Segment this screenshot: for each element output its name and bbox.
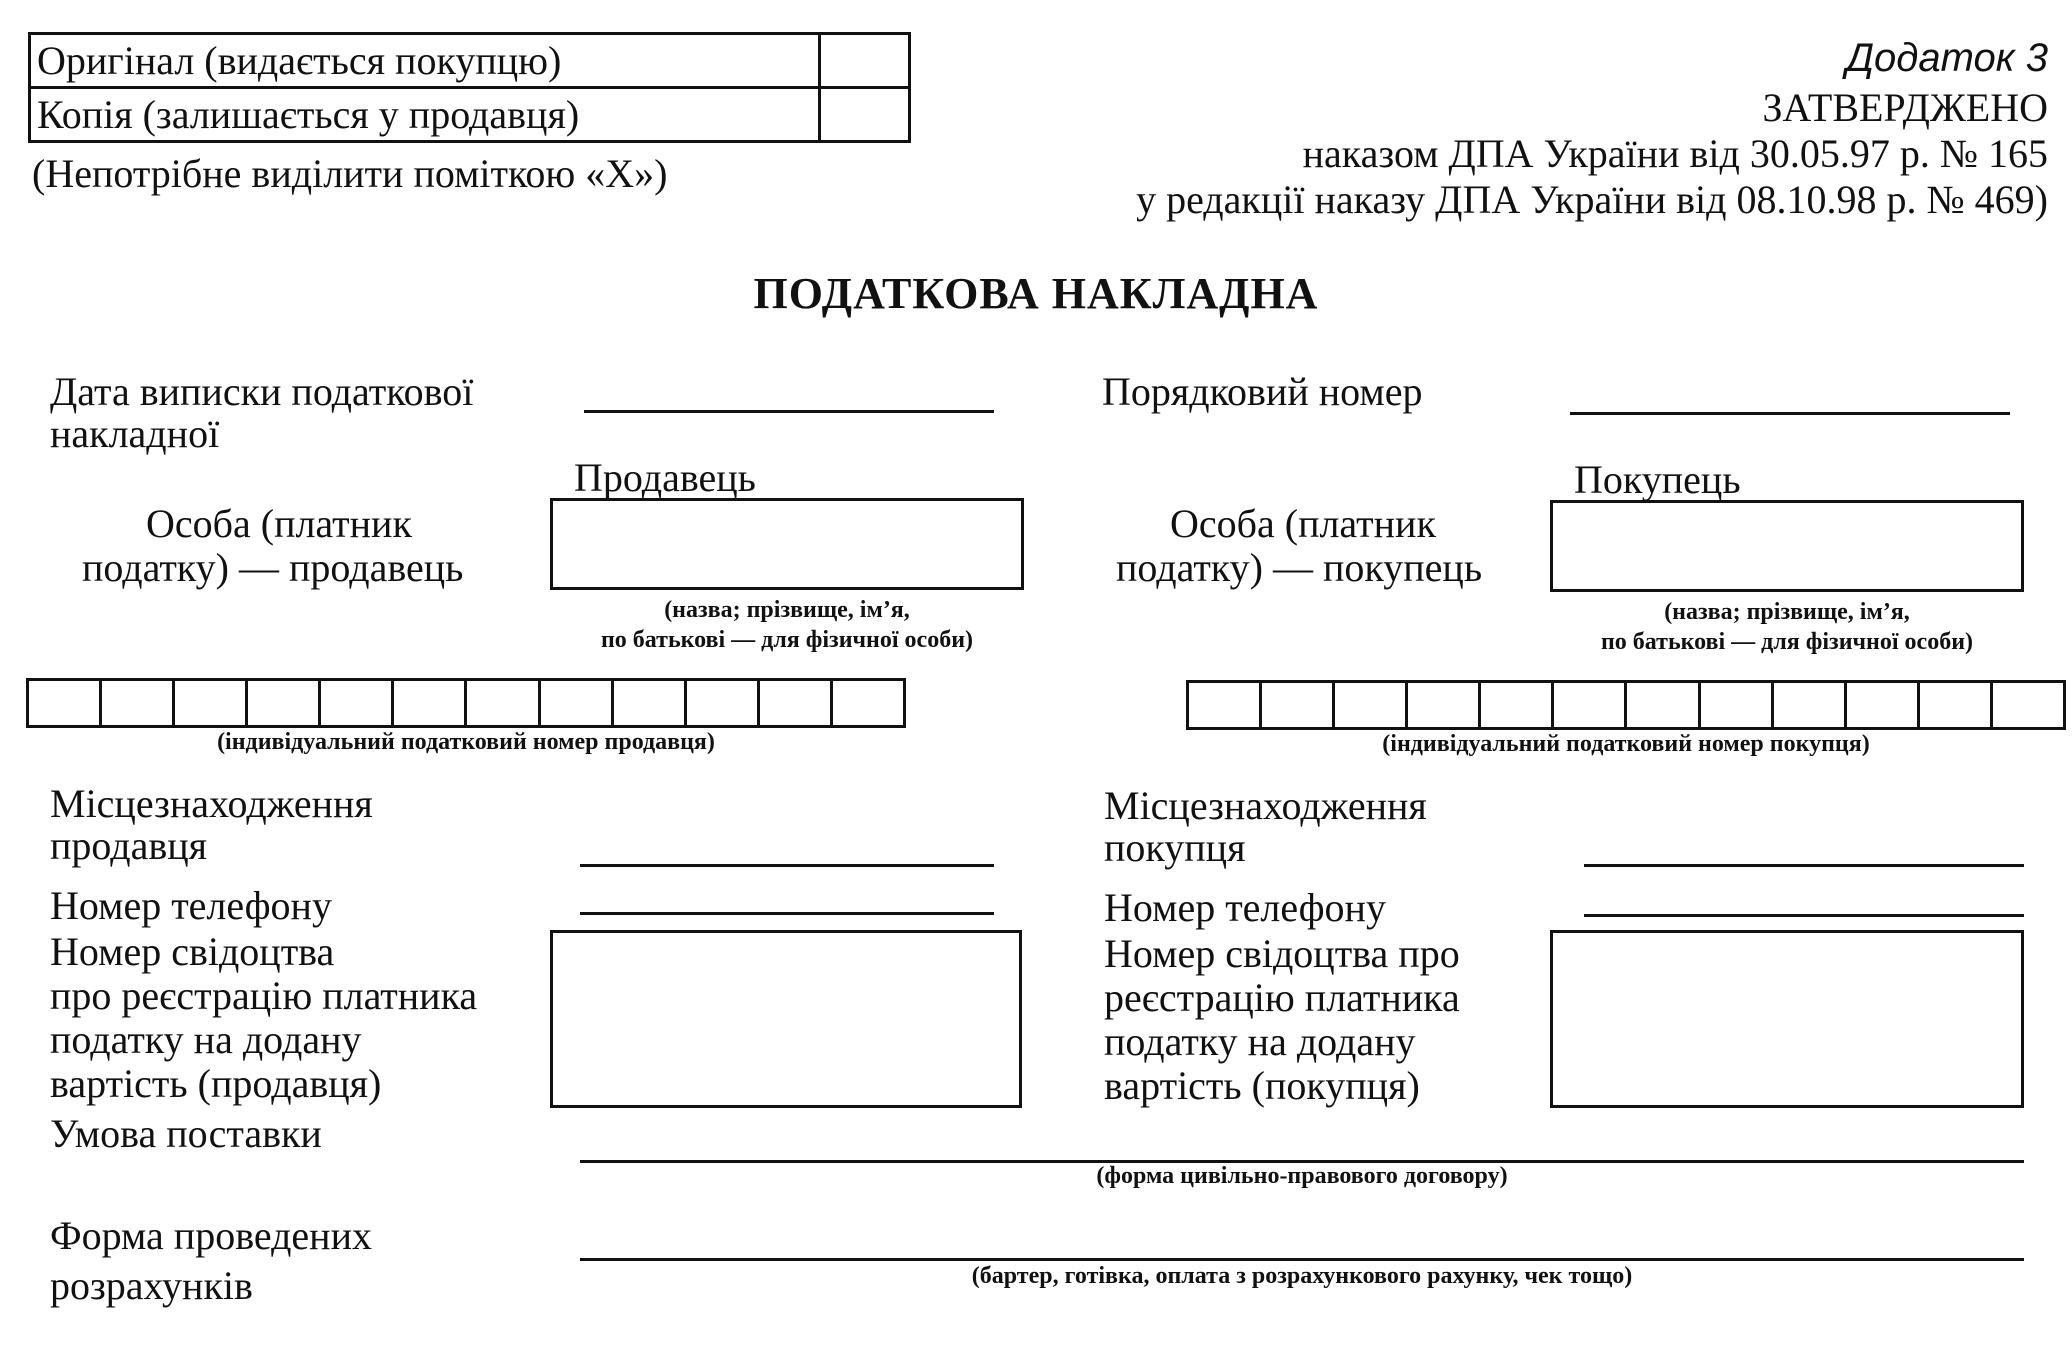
seller-location-label-2: продавця <box>50 823 208 868</box>
seller-heading: Продавець <box>574 455 756 500</box>
approved-label: ЗАТВЕРДЖЕНО <box>1762 85 2048 130</box>
seller-phone-label: Номер телефону <box>50 883 332 928</box>
payment-form-hint: (бартер, готівка, оплата з розрахункового рахунку, чек тощо) <box>971 1263 1633 1289</box>
buyer-person-label-2: податку) — покупець <box>1116 545 1483 590</box>
seller-name-hint-1: (назва; прізвище, ім’я, <box>664 597 910 623</box>
buyer-tax-number-cells[interactable] <box>1186 680 2066 730</box>
approval-order: наказом ДПА України від 30.05.97 р. № 165 <box>1302 131 2048 176</box>
payment-form-label-1: Форма проведених <box>50 1213 372 1258</box>
seller-cert-label-4: вартість (продавця) <box>50 1061 382 1106</box>
seller-cert-value <box>553 933 1019 945</box>
copy-type-mark-copy[interactable] <box>820 88 910 142</box>
copy-type-label-copy: Копія (залишається у продавця) <box>30 88 820 142</box>
seller-name-hint-2: по батькові — для фізичної особи) <box>600 627 974 653</box>
buyer-location-field[interactable] <box>1584 864 2024 867</box>
payment-form-field[interactable] <box>580 1258 2024 1261</box>
buyer-phone-field[interactable] <box>1584 914 2024 917</box>
seller-location-field[interactable] <box>580 864 994 867</box>
buyer-cert-field[interactable] <box>1550 930 2024 1108</box>
buyer-phone-label: Номер телефону <box>1104 885 1386 930</box>
seller-person-label-2: податку) — продавець <box>82 545 464 590</box>
buyer-tax-number-hint: (індивідуальний податковий номер покупця) <box>1382 731 1870 757</box>
seller-person-label-1: Особа (платник <box>146 501 412 546</box>
appendix-label: Додаток 3 <box>1845 36 2048 80</box>
buyer-heading: Покупець <box>1574 457 1741 502</box>
serial-number-field[interactable] <box>1570 412 2010 415</box>
copy-type-row-original <box>30 34 910 88</box>
seller-tax-number-hint: (індивідуальний податковий номер продавця) <box>217 729 715 755</box>
date-label-line-1: Дата виписки податкової <box>50 369 474 414</box>
buyer-cert-value <box>1553 933 2021 945</box>
delivery-terms-hint: (форма цивільно-правового договору) <box>1096 1163 1508 1189</box>
seller-tax-number-cells[interactable] <box>26 678 906 728</box>
copy-type-label-original: Оригінал (видається покупцю) <box>30 34 820 88</box>
seller-cert-label-3: податку на додану <box>50 1017 362 1062</box>
buyer-name-field[interactable] <box>1550 500 2024 592</box>
buyer-person-label-1: Особа (платник <box>1170 501 1436 546</box>
seller-cert-field[interactable] <box>550 930 1022 1108</box>
buyer-cert-label-4: вартість (покупця) <box>1104 1063 1420 1108</box>
copy-type-mark-original[interactable] <box>820 34 910 88</box>
payment-form-label-2: розрахунків <box>50 1263 253 1308</box>
seller-location-label-1: Місцезнаходження <box>50 781 373 826</box>
copy-type-note: (Непотрібне виділити поміткою «X») <box>32 151 668 196</box>
buyer-location-label-1: Місцезнаходження <box>1104 783 1427 828</box>
buyer-name-hint-1: (назва; прізвище, ім’я, <box>1664 599 1910 625</box>
buyer-cert-label-3: податку на додану <box>1104 1019 1416 1064</box>
seller-cert-label-1: Номер свідоцтва <box>50 929 335 974</box>
seller-name-value <box>553 501 1021 513</box>
buyer-location-label-2: покупця <box>1104 825 1246 870</box>
buyer-name-value <box>1553 503 2021 515</box>
date-field[interactable] <box>584 410 994 413</box>
delivery-terms-label: Умова поставки <box>50 1111 322 1156</box>
seller-cert-label-2: про реєстрацію платника <box>50 973 478 1018</box>
serial-number-label: Порядковий номер <box>1102 369 1423 414</box>
date-label-line-2: накладної <box>50 411 220 456</box>
copy-type-row-copy <box>30 88 910 142</box>
buyer-cert-label-1: Номер свідоцтва про <box>1104 931 1460 976</box>
approval-revision: у редакції наказу ДПА України від 08.10.98 р. № 469) <box>1136 177 2048 222</box>
seller-name-field[interactable] <box>550 498 1024 590</box>
buyer-name-hint-2: по батькові — для фізичної особи) <box>1600 629 1974 655</box>
copy-type-table <box>28 32 911 143</box>
seller-phone-field[interactable] <box>580 912 994 915</box>
page-title: ПОДАТКОВА НАКЛАДНА <box>753 269 1319 318</box>
buyer-cert-label-2: реєстрацію платника <box>1104 975 1460 1020</box>
